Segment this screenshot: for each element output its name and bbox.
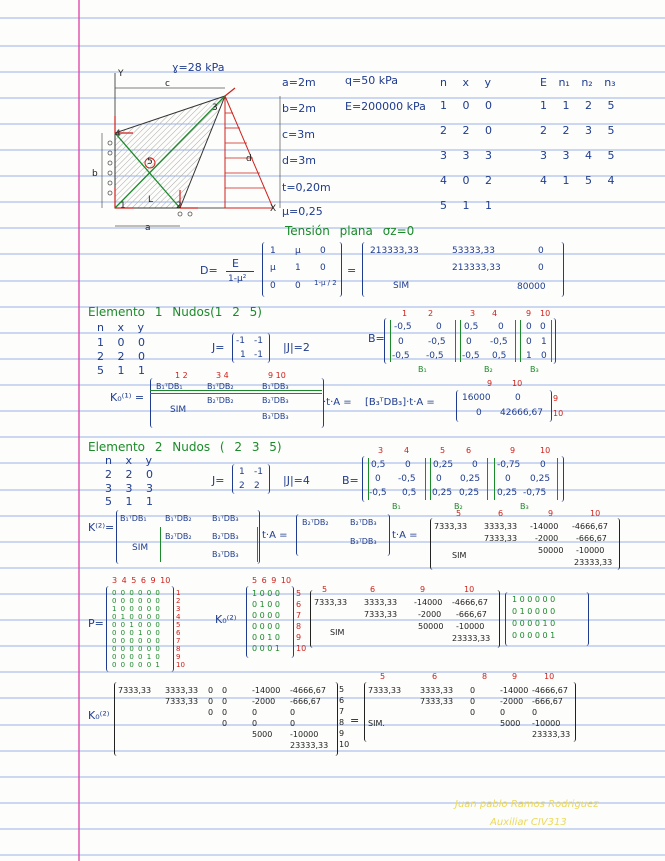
elem1-K-dof: 3 4	[216, 371, 229, 380]
B2-sub: B₂	[484, 365, 493, 374]
P-row: 0 0 0 0 1 0	[112, 653, 161, 661]
matrix-cell: -0,5	[394, 322, 412, 332]
P-row: 0 0 0 0 0 0	[112, 589, 161, 597]
B3-sub: B₃	[530, 365, 539, 374]
matrix-cell: B₃ᵀDB₃	[262, 412, 289, 421]
matrix-cell: -1	[236, 336, 245, 346]
node-table-header: n x y	[440, 76, 491, 89]
P-side-dof: 6	[176, 629, 181, 637]
P-side-dof: 10	[176, 661, 185, 669]
K2-side-dof: 8	[296, 622, 302, 631]
matrix-cell: 0	[540, 460, 546, 470]
matrix-cell: SIM.	[368, 719, 385, 728]
dim-b: b	[92, 169, 98, 179]
elem2-B-dof: 6	[466, 446, 472, 455]
elem1-K-dof: 1 2	[175, 371, 188, 380]
node-1: 1	[120, 201, 126, 211]
matrix-cell: 7333,33	[364, 610, 398, 619]
matrix-cell: 0,25	[530, 474, 551, 484]
matrix-cell: 213333,33	[370, 246, 419, 256]
P-row: 0 0 0 0 0 0	[112, 645, 161, 653]
matrix-cell: SIM	[452, 551, 467, 560]
elem1-tA: ·t·A =	[323, 397, 352, 408]
elem2-B-dof: 10	[540, 446, 551, 455]
node-4: 4	[115, 129, 121, 139]
elem1-B-dof: 3	[470, 309, 476, 318]
matrix-cell: B₂ᵀDB₂	[207, 396, 234, 405]
matrix-cell: -14000	[252, 686, 281, 695]
final-right-dof: 6	[432, 672, 438, 681]
D-frac-den: 1-μ²	[228, 274, 247, 284]
elem2-tA: t·A =	[262, 530, 288, 541]
K2-left-row: 0 0 0 0	[252, 622, 280, 631]
elem1-Kres-dof: 9	[487, 379, 493, 388]
matrix-cell: 0	[526, 322, 532, 332]
matrix-cell: -1	[254, 350, 263, 360]
elem2-B-dof: 9	[510, 446, 516, 455]
K2-left-row: 0 0 1 0	[252, 633, 280, 642]
P-label: P=	[88, 617, 104, 630]
matrix-cell: 7333,33	[434, 522, 468, 531]
matrix-cell: 0	[320, 263, 326, 273]
K2-right-row: 0 1 0 0 0 0	[512, 607, 556, 616]
K2-mid-dof: 6	[370, 585, 376, 594]
matrix-cell: B₂ᵀDB₃	[262, 396, 289, 405]
matrix-cell: -0,5	[428, 337, 446, 347]
matrix-cell: 50000	[538, 546, 564, 555]
matrix-cell: 7333,33	[118, 686, 152, 695]
final-left-dof: 7	[339, 707, 345, 716]
B2-sub: B₂	[454, 502, 463, 511]
final-left-dof: 6	[339, 696, 345, 705]
matrix-cell: -0,5	[462, 351, 480, 361]
matrix-cell: 3333,33	[420, 686, 454, 695]
elem2-Kres-dof: 9	[548, 509, 554, 518]
P-side-dof: 3	[176, 605, 181, 613]
elem1-B-dof: 10	[540, 309, 551, 318]
B3-sub: B₃	[520, 502, 529, 511]
B3-block	[520, 320, 552, 362]
elem1-K-dof: 9 10	[268, 371, 286, 380]
axis-x: X	[270, 204, 277, 214]
final-left-dof: 10	[339, 740, 350, 749]
element-label: L	[148, 195, 154, 205]
matrix-cell: μ	[270, 263, 276, 273]
param-q: q=50 kPa	[345, 74, 398, 87]
matrix-cell: -0,5	[369, 488, 387, 498]
gamma-label: ɣ=28 kPa	[172, 61, 225, 74]
matrix-cell: 0	[476, 408, 482, 418]
matrix-cell: -0,5	[490, 337, 508, 347]
elem1-B-dof: 2	[428, 309, 434, 318]
param-mu: μ=0,25	[282, 205, 323, 218]
matrix-cell: 3333,33	[165, 686, 199, 695]
param-c: c=3m	[282, 128, 315, 141]
elem2-K-label: K⁽²⁾=	[88, 521, 115, 534]
matrix-cell: 23333,33	[290, 741, 329, 750]
elem2-B-dof: 5	[440, 446, 446, 455]
matrix-cell: B₁ᵀDB₂	[165, 514, 192, 523]
K2-label: K₀⁽²⁾	[215, 613, 237, 626]
K2-side-dof: 10	[296, 644, 307, 653]
elem2-Kres-dof: 6	[498, 509, 504, 518]
matrix-cell: 0	[540, 322, 546, 332]
elem2-K-highlight	[160, 527, 258, 562]
matrix-cell: B₁ᵀDB₃	[212, 514, 239, 523]
matrix-cell: 1	[239, 467, 245, 477]
elem1-B-dof: 9	[526, 309, 532, 318]
matrix-cell: 0	[470, 708, 476, 717]
matrix-cell: 1	[295, 263, 301, 273]
P-side-dof: 9	[176, 653, 181, 661]
P-side-dof: 1	[176, 589, 181, 597]
matrix-cell: 53333,33	[452, 246, 495, 256]
param-t: t=0,20m	[282, 181, 331, 194]
elem2-Kres-dof: 10	[590, 509, 601, 518]
matrix-cell: 0	[398, 337, 404, 347]
elem1-Kres-side: 10	[553, 409, 564, 418]
elem1-table-row: 5 1 1	[97, 364, 145, 377]
matrix-cell: 7333,33	[484, 534, 518, 543]
matrix-cell: 7333,33	[314, 598, 348, 607]
matrix-cell: 0	[466, 337, 472, 347]
B1-sub: B₁	[392, 502, 401, 511]
elem-row: 4 1 5 4	[540, 174, 615, 187]
P-row: 0 0 1 0 0 0	[112, 621, 161, 629]
K2-mid-dof: 10	[464, 585, 475, 594]
final-K-label: K₀⁽²⁾	[88, 709, 110, 722]
node-row: 4 0 2	[440, 174, 492, 187]
final-left-dof: 8	[339, 718, 345, 727]
matrix-cell: -10000	[290, 730, 319, 739]
matrix-cell: 0	[295, 281, 301, 291]
matrix-cell: -666,67	[532, 697, 563, 706]
final-equals: =	[350, 714, 360, 727]
P-row: 0 1 0 0 0 0	[112, 613, 161, 621]
matrix-cell: 1	[270, 246, 276, 256]
matrix-cell: B₂ᵀDB₃	[350, 518, 377, 527]
matrix-cell: 2	[254, 481, 260, 491]
matrix-cell: 0	[375, 474, 381, 484]
matrix-cell: -4666,67	[452, 598, 488, 607]
matrix-cell: -14000	[414, 598, 443, 607]
final-right-dof: 8	[482, 672, 488, 681]
elem1-B-dof: 1	[402, 309, 408, 318]
matrix-cell: B₃ᵀDB₃	[350, 537, 377, 546]
elem1-K-label: K₀⁽¹⁾ =	[110, 391, 145, 404]
matrix-cell: 0	[470, 697, 476, 706]
matrix-cell: -0,5	[398, 474, 416, 484]
elem1-detJ: |J|=2	[283, 341, 310, 354]
elem2-table-row: 5 1 1	[105, 495, 153, 508]
matrix-cell: 7333,33	[165, 697, 199, 706]
elem2-B-label: B=	[342, 474, 359, 487]
matrix-cell: 0,25	[432, 488, 453, 498]
K2-right-row: 0 0 0 0 1 0	[512, 619, 556, 628]
matrix-cell: 80000	[517, 282, 546, 292]
matrix-cell: 0	[208, 708, 214, 717]
node-row: 2 2 0	[440, 124, 492, 137]
matrix-cell: 0	[472, 460, 478, 470]
K2-right-row: 0 0 0 0 0 1	[512, 631, 556, 640]
matrix-cell: 7333,33	[420, 697, 454, 706]
matrix-cell: 0	[252, 719, 258, 728]
param-a: a=2m	[282, 76, 316, 89]
axis-y: Y	[118, 69, 124, 79]
matrix-cell: 5000	[500, 719, 521, 728]
P-top-dofs: 3 4 5 6 9 10	[112, 576, 171, 585]
matrix-cell: 0,5	[464, 322, 479, 332]
K2-side-dof: 7	[296, 611, 302, 620]
dim-d: d	[246, 154, 252, 164]
elem2-title: Elemento 2 Nudos ( 2 3 5)	[88, 440, 282, 454]
matrix-cell: B₁ᵀDB₃	[262, 382, 289, 391]
elem1-K-mid: [B₃ᵀDB₃]·t·A =	[365, 397, 435, 408]
matrix-cell: 23333,33	[452, 634, 491, 643]
matrix-cell: 0	[208, 686, 214, 695]
P-row: 0 0 0 0 0 1	[112, 661, 161, 669]
dim-c: c	[165, 79, 170, 89]
elem1-title: Elemento 1 Nudos(1 2 5)	[88, 305, 262, 319]
elem-row: 2 2 3 5	[540, 124, 615, 137]
matrix-cell: -666,67	[290, 697, 321, 706]
elem1-table-row: 1 0 0	[97, 336, 145, 349]
elem1-table-row: 2 2 0	[97, 350, 145, 363]
matrix-cell: 0	[208, 697, 214, 706]
matrix-cell: 0	[498, 322, 504, 332]
P-side-dof: 2	[176, 597, 181, 605]
node-row: 5 1 1	[440, 199, 492, 212]
matrix-cell: 0	[541, 351, 547, 361]
matrix-cell: 0	[436, 474, 442, 484]
final-left-dof: 5	[339, 685, 345, 694]
matrix-cell: -14000	[530, 522, 559, 531]
matrix-cell: SIM	[132, 543, 149, 553]
matrix-cell: 50000	[418, 622, 444, 631]
elem-row: 1 1 2 5	[540, 99, 615, 112]
matrix-cell: 5000	[252, 730, 273, 739]
param-d: d=3m	[282, 154, 316, 167]
final-right-dof: 9	[512, 672, 518, 681]
matrix-cell: 23333,33	[532, 730, 571, 739]
K2-left-row: 0 0 0 0	[252, 611, 280, 620]
matrix-cell: -0,5	[426, 351, 444, 361]
P-row: 0 0 0 1 0 0	[112, 629, 161, 637]
matrix-cell: 0	[320, 246, 326, 256]
elem2-table-row: n x y	[105, 454, 152, 467]
final-right-dof: 10	[544, 672, 555, 681]
dim-a: a	[145, 223, 151, 233]
P-side-dof: 7	[176, 637, 181, 645]
matrix-cell: -2000	[418, 610, 442, 619]
matrix-cell: 1-μ / 2	[314, 279, 337, 287]
node-row: 1 0 0	[440, 99, 492, 112]
matrix-cell: 0,25	[497, 488, 518, 498]
elem1-B-dof: 4	[492, 309, 498, 318]
param-b: b=2m	[282, 102, 316, 115]
matrix-cell: 0	[538, 246, 544, 256]
matrix-cell: B₁ᵀDB₁	[120, 514, 147, 523]
equals: =	[347, 264, 357, 277]
matrix-cell: -4666,67	[290, 686, 326, 695]
matrix-cell: -666,67	[576, 534, 607, 543]
matrix-cell: 42666,67	[500, 408, 543, 418]
matrix-cell: 0	[500, 708, 506, 717]
author-name: Juan pablo Ramos Rodriguez	[455, 799, 599, 810]
elem2-J-label: J=	[212, 474, 225, 487]
final-left-dof: 9	[339, 729, 345, 738]
matrix-cell: SIM	[330, 628, 345, 637]
P-side-dof: 8	[176, 645, 181, 653]
P-row: 1 0 0 0 0 0	[112, 605, 161, 613]
matrix-cell: 213333,33	[452, 263, 501, 273]
matrix-cell: -0,5	[392, 351, 410, 361]
matrix-cell: 0,5	[371, 460, 386, 470]
matrix-cell: 0,25	[459, 488, 480, 498]
matrix-cell: 0	[532, 708, 538, 717]
matrix-cell: 7333,33	[368, 686, 402, 695]
matrix-cell: -2000	[252, 697, 276, 706]
D-frac-num: E	[232, 257, 239, 270]
matrix-cell: 1	[541, 337, 547, 347]
P-row: 0 0 0 0 0 0	[112, 637, 161, 645]
node-2: 2	[176, 201, 182, 211]
matrix-cell: B₁ᵀDB₁	[156, 382, 183, 391]
node-5: 5	[147, 157, 153, 167]
matrix-cell: -14000	[500, 686, 529, 695]
K2-mid-dof: 9	[420, 585, 426, 594]
elem2-table-row: 2 2 0	[105, 468, 153, 481]
matrix-cell: μ	[295, 246, 301, 256]
matrix-cell: 16000	[462, 393, 491, 403]
matrix-cell: 0	[505, 474, 511, 484]
K2-right-row: 1 0 0 0 0 0	[512, 595, 556, 604]
matrix-cell: 0	[405, 460, 411, 470]
matrix-cell: 0,5	[492, 351, 507, 361]
P-row: 0 0 0 0 0 0	[112, 597, 161, 605]
matrix-cell: 0	[270, 281, 276, 291]
matrix-cell: 0	[222, 708, 228, 717]
matrix-cell: -0,75	[523, 488, 547, 498]
K2-side-dof: 6	[296, 600, 302, 609]
matrix-cell: 0	[538, 263, 544, 273]
elem2-table-row: 3 3 3	[105, 482, 153, 495]
matrix-cell: SIM	[393, 281, 410, 291]
matrix-cell: 3333,33	[484, 522, 518, 531]
matrix-cell: 0	[290, 708, 296, 717]
K2-side-dof: 5	[296, 589, 302, 598]
param-E: E=200000 kPa	[345, 100, 426, 113]
matrix-cell: B₂ᵀDB₂	[165, 532, 192, 541]
matrix-cell: -666,67	[456, 610, 487, 619]
matrix-cell: 1	[240, 350, 246, 360]
matrix-cell: -4666,67	[572, 522, 608, 531]
K2-mid-dof: 5	[322, 585, 328, 594]
matrix-cell: 0,5	[402, 488, 417, 498]
elem1-Kres-side: 9	[553, 394, 559, 403]
matrix-cell: SIM	[170, 405, 187, 415]
matrix-cell: -0,75	[497, 460, 521, 470]
elem2-Kres-dof: 5	[456, 509, 462, 518]
matrix-cell: -2000	[535, 534, 559, 543]
matrix-cell: 0	[470, 686, 476, 695]
K2-left-row: 1 0 0 0	[252, 589, 280, 598]
matrix-cell: 3333,33	[364, 598, 398, 607]
matrix-cell: B₂ᵀDB₂	[302, 518, 329, 527]
elem2-B-dof: 4	[404, 446, 410, 455]
D-label: D=	[200, 264, 218, 277]
matrix-cell: 0	[526, 337, 532, 347]
matrix-cell: -1	[254, 336, 263, 346]
K2-side-dof: 9	[296, 633, 302, 642]
elem2-mid-tA: t·A =	[392, 530, 418, 541]
matrix-cell: 0	[222, 719, 228, 728]
final-right-dof: 5	[380, 672, 386, 681]
elem2-J-matrix	[232, 464, 270, 494]
matrix-cell: 0	[222, 697, 228, 706]
matrix-cell: 0,25	[433, 460, 454, 470]
elem-table-header: E n₁ n₂ n₃	[540, 76, 616, 89]
matrix-cell: 23333,33	[574, 558, 613, 567]
K2-top-dofs: 5 6 9 10	[252, 576, 292, 585]
elem2-detJ: |J|=4	[283, 474, 310, 487]
elem-row: 3 3 4 5	[540, 149, 615, 162]
P-side-dof: 5	[176, 621, 181, 629]
matrix-cell: 0	[252, 708, 258, 717]
elem1-Kres-dof: 10	[512, 379, 523, 388]
B1-sub: B₁	[418, 365, 427, 374]
elem2-B-dof: 3	[378, 446, 384, 455]
elem1-J-label: J=	[212, 341, 225, 354]
matrix-cell: -2000	[500, 697, 524, 706]
matrix-cell: 0	[222, 686, 228, 695]
matrix-cell: B₂ᵀDB₃	[212, 532, 239, 541]
matrix-cell: 0	[290, 719, 296, 728]
matrix-cell: 2	[239, 481, 245, 491]
matrix-cell: 0	[515, 393, 521, 403]
matrix-cell: -10000	[576, 546, 605, 555]
matrix-cell: B₁ᵀDB₂	[207, 382, 234, 391]
matrix-cell: -4666,67	[532, 686, 568, 695]
tension-heading: Tensión plana σz=0	[285, 224, 415, 238]
matrix-cell: 1	[526, 351, 532, 361]
node-row: 3 3 3	[440, 149, 492, 162]
P-side-dof: 4	[176, 613, 181, 621]
node-3: 3	[212, 103, 218, 113]
matrix-cell: B₃ᵀDB₃	[212, 550, 239, 559]
K2-left-row: 0 0 0 1	[252, 644, 280, 653]
matrix-cell: 0,25	[460, 474, 481, 484]
matrix-cell: 0	[436, 322, 442, 332]
matrix-cell: -1	[254, 467, 263, 477]
K2-left-row: 0 1 0 0	[252, 600, 280, 609]
course-name: Auxiliar CIV313	[490, 817, 567, 828]
matrix-cell: -10000	[456, 622, 485, 631]
matrix-cell: -10000	[532, 719, 561, 728]
elem1-table-row: n x y	[97, 321, 144, 334]
elem1-B-label: B=	[368, 332, 385, 345]
